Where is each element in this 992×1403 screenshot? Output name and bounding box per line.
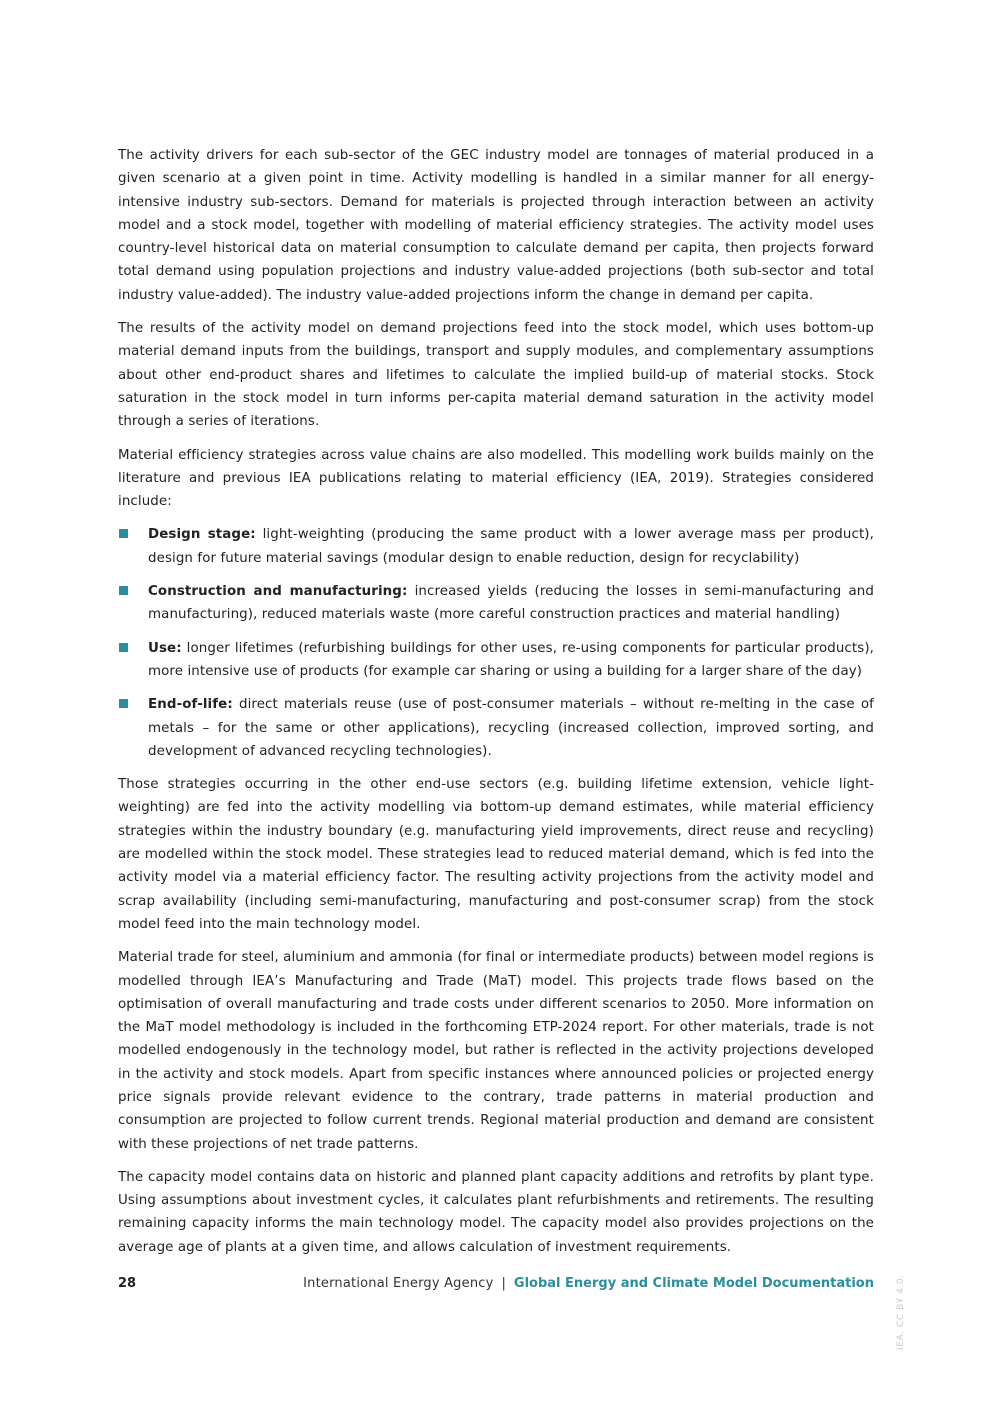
square-bullet-icon [119, 699, 128, 708]
footer-attribution [303, 1276, 874, 1291]
footer-document-title: Global Energy and Climate Model Documentation [513, 1276, 874, 1291]
footer-separator: | [501, 1276, 506, 1291]
body-paragraph: Those strategies occurring in the other end-use sectors (e.g. building lifetime extension, vehicle light-weighting) are fed into the activity modelling via bottom-up demand estimates, while material efficiency strategies within the industry boundary (e.g. manufacturing yield improvements, direct reuse and recycling) are modelled within the stock model. These strategies lead to reduced material demand, which is fed into the activity model via a material efficiency factor. The resulting activity projections from the activity model and scrap availability (including semi-manufacturing, manufacturing and post-consumer scrap) from the stock model feed into the main technology model. [118, 777, 874, 932]
body-paragraph: The activity drivers for each sub-sector of the GEC industry model are tonnages of material produced in a given scenario at a given point in time. Activity modelling is handled in a similar manner for all energy-intensive industry sub-sectors. Demand for materials is projected through interaction between an activity model and a stock model, together with modelling of material efficiency strategies. The activity model uses country-level historical data on material consumption to calculate demand per capita, then projects forward total demand using population projections and industry value-added projections (both sub-sector and total industry value-added). The industry value-added projections inform the change in demand per capita. [118, 148, 874, 303]
square-bullet-icon [119, 643, 128, 652]
page-footer [118, 1276, 874, 1296]
list-item-text: increased yields (reducing the losses in semi-manufacturing and manufacturing), reduced materials waste (more careful construction practices and material handling) [148, 584, 874, 623]
footer-organization: International Energy Agency [303, 1276, 494, 1291]
list-item-title: Design stage: [148, 527, 256, 543]
strategies-list [118, 523, 874, 763]
page-content [118, 144, 874, 1269]
square-bullet-icon [119, 586, 128, 595]
list-item-text: light-weighting (producing the same product with a lower average mass per product), design for future material savings (modular design to enable reduction, design for recyclability) [148, 527, 874, 566]
body-paragraph: Material trade for steel, aluminium and ammonia (for final or intermediate products) between model regions is modelled through IEA’s Manufacturing and Trade (MaT) model. This projects trade flows based on the optimisation of overall manufacturing and trade costs under different scenarios to 2050. More information on the MaT model methodology is included in the forthcoming ETP-2024 report. For other materials, trade is not modelled endogenously in the technology model, but rather is reflected in the activity projections developed in the activity and stock models. Apart from specific instances where announced policies or projected energy price signals provide relevant evidence to the contrary, trade patterns in material production and consumption are projected to follow current trends. Regional material production and demand are consistent with these projections of net trade patterns. [118, 950, 874, 1152]
body-paragraph: The capacity model contains data on historic and planned plant capacity additions and retrofits by plant type. Using assumptions about investment cycles, it calculates plant refurbishments and retirements. The resulting remaining capacity informs the main technology model. The capacity model also provides projections on the average age of plants at a given time, and allows calculation of investment requirements. [118, 1169, 874, 1255]
list-item [118, 693, 874, 763]
list-item-title: End-of-life: [148, 697, 233, 713]
list-item-text: direct materials reuse (use of post-consumer materials – without re-melting in the case of metals – for the same or other applications), recycling (increased collection, improved sorting, and development of advanced recycling technologies). [148, 697, 874, 759]
page-number: 28 [118, 1276, 137, 1291]
list-item-title: Construction and manufacturing: [148, 584, 408, 600]
list-item [118, 580, 874, 627]
square-bullet-icon [119, 529, 128, 538]
list-item [118, 523, 874, 570]
list-item-text: longer lifetimes (refurbishing buildings for other uses, re-using components for particular products), more intensive use of products (for example car sharing or using a building for a larger share of the day) [148, 640, 874, 679]
list-item-title: Use: [148, 640, 182, 656]
body-paragraph: The results of the activity model on demand projections feed into the stock model, which uses bottom-up material demand inputs from the buildings, transport and supply modules, and complementary assumptions about other end-product shares and lifetimes to calculate the implied build-up of material stocks. Stock saturation in the stock model in turn informs per-capita material demand saturation in the activity model through a series of iterations. [118, 321, 874, 430]
body-paragraph: Material efficiency strategies across value chains are also modelled. This modelling work builds mainly on the literature and previous IEA publications relating to material efficiency (IEA, 2019). Strategies considered include: [118, 447, 874, 510]
license-watermark: IEA. CC BY 4.0. [896, 1274, 906, 1350]
list-item [118, 637, 874, 684]
